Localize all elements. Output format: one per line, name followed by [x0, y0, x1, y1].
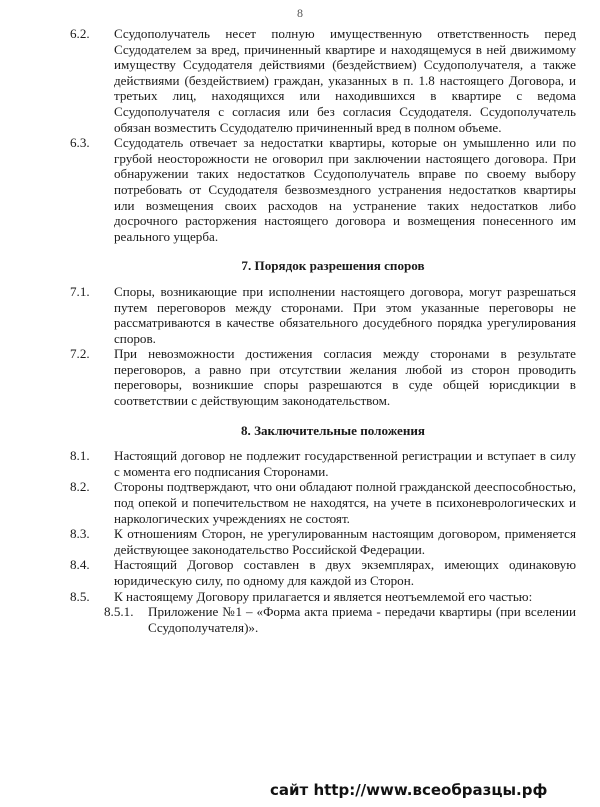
clause-text: Приложение №1 – «Форма акта приема - передачи квартиры (при вселении Ссудополучателя)». [148, 604, 576, 635]
clause-6-2 [70, 26, 576, 135]
clause-7-1 [70, 284, 576, 346]
clause-8-4 [70, 557, 576, 588]
clause-number: 8.5. [70, 588, 90, 604]
clause-text: Споры, возникающие при исполнении настоящего договора, могут разрешаться путем переговоров между сторонами. При этом указанные переговоры не рассматриваются в качестве обязательного досудебного порядка урегулирования споров. [114, 283, 576, 346]
clause-8-1 [70, 448, 576, 479]
clause-text: К отношениям Сторон, не урегулированным настоящим договором, применяется действующее законодательство Российской Федерации. [114, 526, 576, 557]
clause-text: Ссудополучатель несет полную имущественную ответственность перед Ссудодателем за вред, причиненный квартире и находящемуся в ней движимому имуществу Ссудодателя действиями (бездействием) Ссудополучателя, а также действиями (бездействием) граждан, указанных в п. 1.8 настоящего Договора, и третьих лиц, находящихся или находившихся в квартире с ведома Ссудополучателя с согласия или без согласия Ссудодателя. Ссудополучатель обязан возместить Ссудодателю причиненный вред в полном объеме. [114, 26, 576, 135]
clause-text: Настоящий Договор составлен в двух экземплярах, имеющих одинаковую юридическую силу, по одному для каждой из Сторон. [114, 557, 576, 588]
clause-7-2 [70, 346, 576, 408]
clause-text: Настоящий договор не подлежит государственной регистрации и вступает в силу с момента его подписания Сторонами. [114, 448, 576, 479]
clause-6-3 [70, 135, 576, 244]
clause-number: 8.4. [70, 557, 90, 573]
clause-text: К настоящему Договору прилагается и является неотъемлемой его частью: [114, 588, 533, 604]
clause-text: При невозможности достижения согласия между сторонами в результате переговоров, а равно при отсутствии желания любой из сторон проводить переговоры, возникшие споры разрешаются в суде общей юрисдикции в соответствии с действующим законодательством. [114, 346, 576, 409]
section-8-title: 8. Заключительные положения [240, 422, 426, 438]
clause-number: 8.5.1. [104, 604, 134, 620]
clause-number: 8.2. [70, 479, 90, 495]
site-watermark: сайт http://www.всеобразцы.рф [270, 781, 548, 799]
clause-number: 7.1. [70, 283, 90, 299]
clause-text: Стороны подтверждают, что они обладают полной гражданской дееспособностью, под опекой и попечительством не находятся, на учете в психоневрологических и наркологических учреждениях не состоят. [114, 479, 576, 526]
clause-8-5 [70, 589, 576, 605]
clause-8-5-1 [70, 604, 576, 635]
clause-number: 6.3. [70, 135, 90, 151]
page-number: 8 [297, 6, 303, 20]
clause-number: 8.3. [70, 526, 90, 542]
clause-number: 6.2. [70, 26, 90, 41]
clause-text: Ссудодатель отвечает за недостатки квартиры, которые он умышленно или по грубой неосторожности не оговорил при заключении настоящего договора. При обнаружении таких недостатков Ссудополучатель вправе по своему выбору потребовать от Ссудодателя безвозмездного устранения недостатков квартиры или возмещения своих расходов на устранение таких недостатков либо досрочного расторжения настоящего договора и возмещения понесенного им реального ущерба. [114, 135, 576, 244]
clause-8-3 [70, 526, 576, 557]
clause-number: 7.2. [70, 346, 90, 362]
document-body [70, 26, 576, 635]
clause-8-2 [70, 479, 576, 526]
section-7-title: 7. Порядок разрешения споров [241, 258, 425, 274]
clause-number: 8.1. [70, 448, 90, 464]
